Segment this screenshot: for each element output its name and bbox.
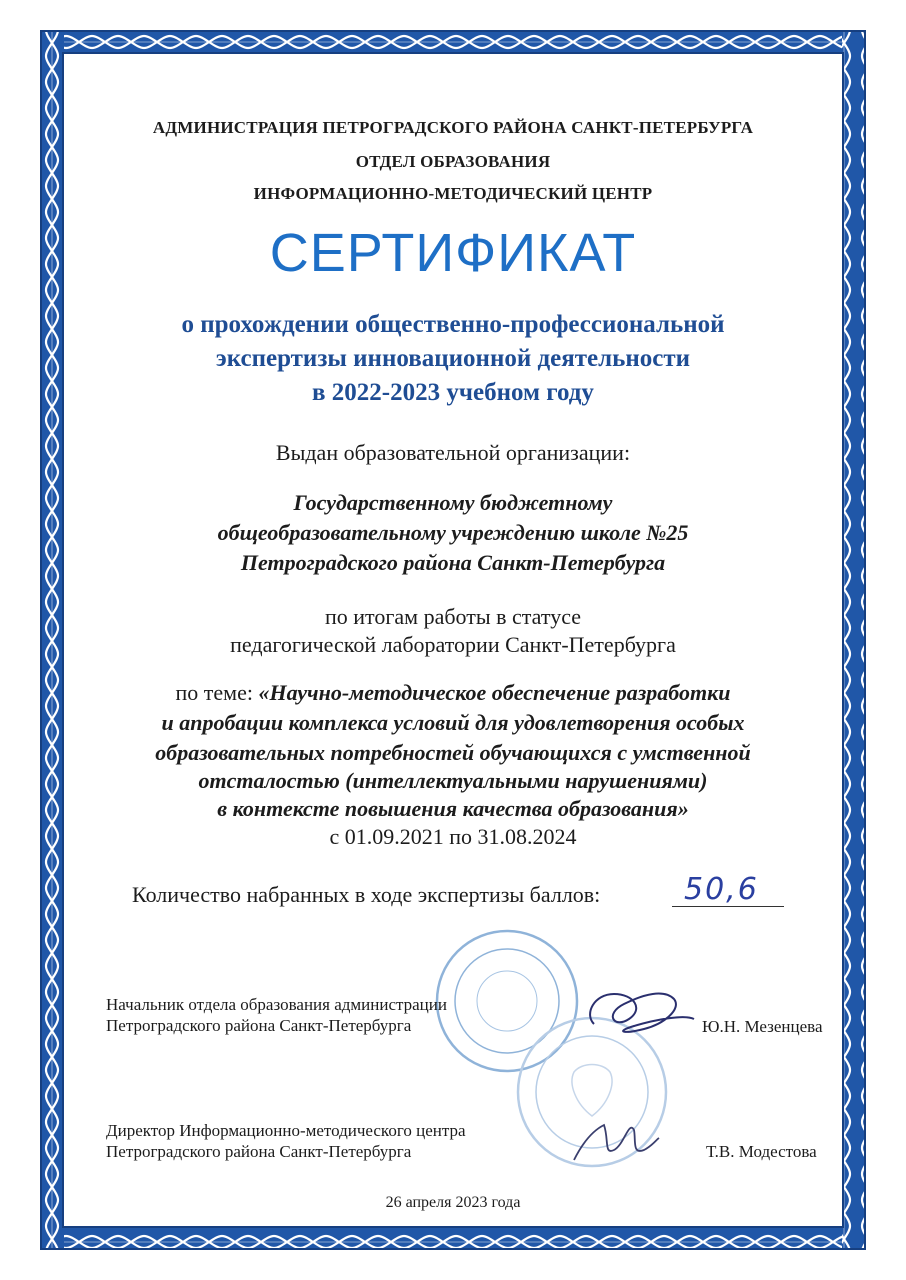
signature-1-position-line-1: Начальник отдела образования администрации: [106, 995, 447, 1014]
signature-1-position: [106, 994, 447, 1036]
signature-2-name: Т.В. Модестова: [706, 1142, 817, 1161]
topic-line-3: образовательных потребностей обучающихся с умственной: [155, 740, 751, 765]
issue-date: 26 апреля 2023 года: [385, 1194, 521, 1211]
certificate-title: СЕРТИФИКАТ: [269, 223, 637, 283]
header-line-2: ОТДЕЛ ОБРАЗОВАНИЯ: [355, 152, 551, 171]
certificate-frame: [40, 30, 866, 1250]
topic-line-2: и апробации комплекса условий для удовлетворения особых: [161, 710, 745, 735]
signature-1-mark: [574, 974, 704, 1044]
signature-2-position-line-1: Директор Информационно-методического центра: [106, 1121, 466, 1140]
score-value: 50,6: [684, 872, 759, 907]
header-line-3: ИНФОРМАЦИОННО-МЕТОДИЧЕСКИЙ ЦЕНТР: [253, 184, 653, 203]
topic-prefix: по теме:: [175, 680, 259, 705]
organization-line-3: Петроградского района Санкт-Петербурга: [240, 550, 666, 575]
subtitle-line-3: в 2022-2023 учебном году: [312, 379, 594, 406]
signature-2-mark: [564, 1110, 664, 1170]
topic-text-1: «Научно-методическое обеспечение разработки: [258, 680, 731, 705]
score-label: Количество набранных в ходе экспертизы баллов:: [132, 882, 601, 907]
subtitle-line-2: экспертизы инновационной деятельности: [215, 345, 691, 372]
issued-to-label: Выдан образовательной организации:: [275, 440, 631, 465]
topic-period: с 01.09.2021 по 31.08.2024: [329, 824, 577, 849]
status-line-1: по итогам работы в статусе: [325, 604, 581, 629]
topic-line-4: отсталостью (интеллектуальными нарушениями): [198, 768, 708, 793]
signature-1-position-line-2: Петроградского района Санкт-Петербурга: [106, 1016, 412, 1035]
status-line-2: педагогической лаборатории Санкт-Петербурга: [230, 632, 676, 657]
signature-2-position: [106, 1120, 466, 1162]
header-line-1: АДМИНИСТРАЦИЯ ПЕТРОГРАДСКОГО РАЙОНА САНКТ-ПЕТЕРБУРГА: [152, 118, 754, 137]
signature-2-position-line-2: Петроградского района Санкт-Петербурга: [106, 1142, 412, 1161]
topic-line-5: в контексте повышения качества образования»: [217, 796, 689, 821]
subtitle-line-1: о прохождении общественно-профессиональной: [181, 311, 725, 338]
signature-1-name: Ю.Н. Мезенцева: [702, 1017, 823, 1036]
organization-line-2: общеобразовательному учреждению школе №25: [217, 520, 689, 545]
topic-line-1: [64, 680, 842, 706]
certificate-content: [64, 54, 842, 1226]
organization-line-1: Государственному бюджетному: [293, 490, 613, 515]
